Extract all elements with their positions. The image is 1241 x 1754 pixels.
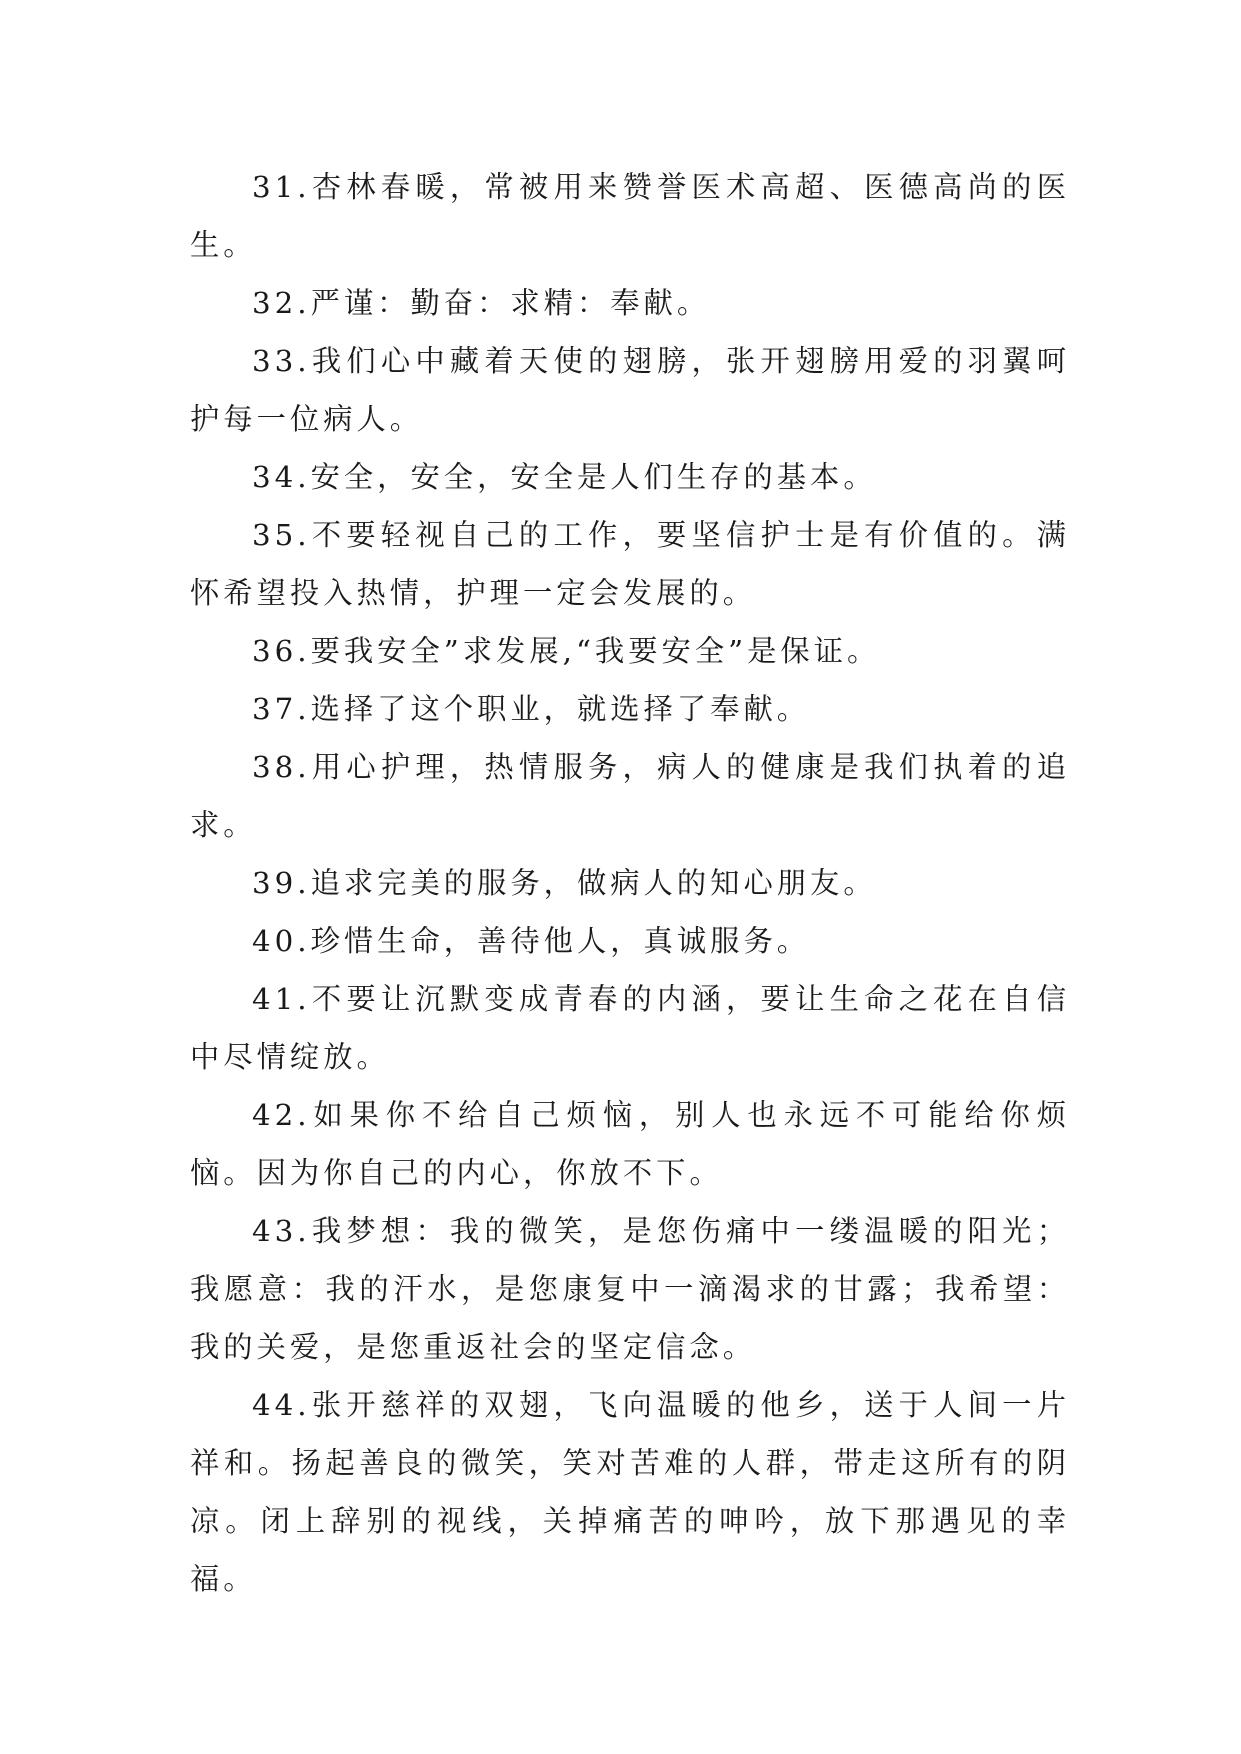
paragraph-39: 39.追求完美的服务，做病人的知心朋友。 [252, 866, 877, 900]
paragraph-36: 36.要我安全”求发展,“我要安全”是保证。 [252, 634, 881, 668]
paragraph-42: 42.如果你不给自己烦恼，别人也永远不可能给你烦恼。因为你自己的内心，你放不下。 [190, 1098, 1070, 1190]
paragraph-40: 40.珍惜生命，善待他人，真诚服务。 [252, 924, 811, 958]
paragraph-41: 41.不要让沉默变成青春的内涵，要让生命之花在自信中尽情绽放。 [190, 982, 1070, 1074]
document-body [190, 158, 1070, 1608]
paragraph-34: 34.安全，安全，安全是人们生存的基本。 [252, 460, 877, 494]
paragraph-35: 35.不要轻视自己的工作，要坚信护士是有价值的。满怀希望投入热情，护理一定会发展的。 [190, 518, 1070, 610]
paragraph-31: 31.杏林春暖，常被用来赞誉医术高超、医德高尚的医生。 [190, 170, 1070, 262]
paragraph-32: 32.严谨：勤奋：求精：奉献。 [252, 286, 711, 320]
paragraph-33: 33.我们心中藏着天使的翅膀，张开翅膀用爱的羽翼呵护每一位病人。 [190, 344, 1070, 436]
paragraph-43: 43.我梦想：我的微笑，是您伤痛中一缕温暖的阳光；我愿意：我的汗水，是您康复中一滴渴求的甘露；我希望：我的关爱，是您重返社会的坚定信念。 [190, 1214, 1070, 1364]
paragraph-37: 37.选择了这个职业，就选择了奉献。 [252, 692, 811, 726]
paragraph-44: 44.张开慈祥的双翅，飞向温暖的他乡，送于人间一片祥和。扬起善良的微笑，笑对苦难的人群，带走这所有的阴凉。闭上辞别的视线，关掉痛苦的呻吟，放下那遇见的幸福。 [190, 1388, 1070, 1596]
paragraph-38: 38.用心护理，热情服务，病人的健康是我们执着的追求。 [190, 750, 1070, 842]
